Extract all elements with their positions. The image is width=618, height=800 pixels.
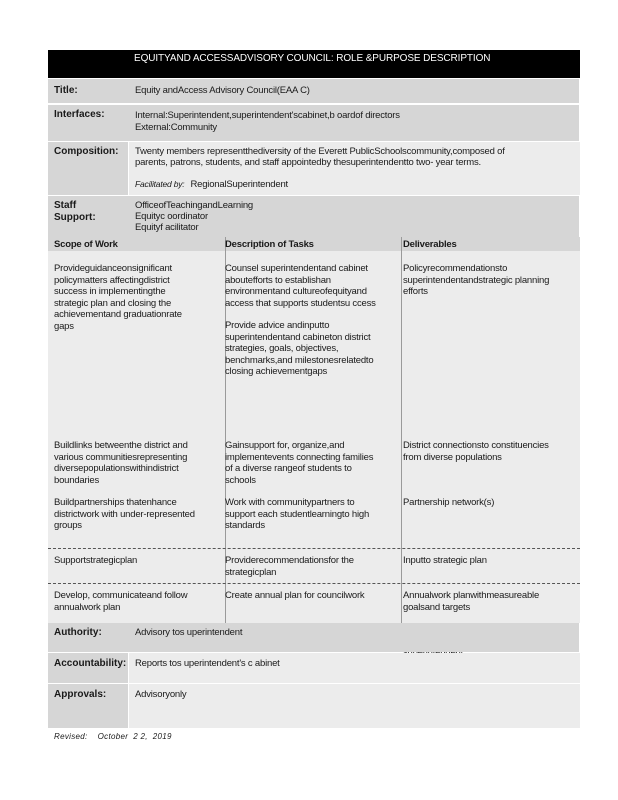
revised-date: Revised: October 2 2, 2019 bbox=[54, 732, 172, 741]
staff-support-label-1: Staff bbox=[54, 200, 77, 211]
s2-task: Gainsupport for, organize,and implementevents connecting families of a diverse rangeof students to schools bbox=[225, 440, 374, 486]
staff-support-line2: Equityc oordinator bbox=[135, 211, 208, 222]
s4-deliverable: Inputto strategic plan bbox=[403, 555, 487, 566]
facilitated-value: RegionalSuperintendent bbox=[190, 179, 288, 190]
s5-task: Create annual plan for councilwork bbox=[225, 590, 365, 601]
composition-label: Composition: bbox=[54, 146, 119, 157]
authority-label: Authority: bbox=[54, 627, 102, 638]
composition-line2: parents, patrons, students, and staff appointedby thesuperintendentto two- year terms. bbox=[135, 157, 481, 168]
header-description: Description of Tasks bbox=[225, 239, 314, 250]
staff-support-row bbox=[48, 196, 580, 237]
header-scope: Scope of Work bbox=[54, 239, 118, 250]
staff-support-line3: Equityf acilitator bbox=[135, 222, 199, 233]
title-label: Title: bbox=[54, 85, 78, 96]
interfaces-external: External:Community bbox=[135, 122, 217, 133]
header-title: EQUITYAND ACCESSADVISORY COUNCIL: ROLE &PURPOSE DESCRIPTION bbox=[134, 53, 491, 64]
separator-1 bbox=[48, 548, 580, 549]
s3-deliverable: Partnership network(s) bbox=[403, 497, 495, 508]
header-band bbox=[48, 50, 580, 78]
staff-support-label-2: Support: bbox=[54, 212, 96, 223]
facilitated-by bbox=[135, 179, 288, 191]
interfaces-row bbox=[48, 105, 580, 141]
s2-scope: Buildlinks betweenthe district and various communitiesrepresenting diversepopulationswithindistrict boundaries bbox=[54, 440, 188, 486]
separator-2 bbox=[48, 583, 580, 584]
interfaces-internal: Internal:Superintendent,superintendent'scabinet,b oardof directors bbox=[135, 110, 400, 121]
s5-scope: Develop, communicateand follow annualwork plan bbox=[54, 590, 188, 613]
title-value: Equity andAccess Advisory Council(EAA C) bbox=[135, 85, 310, 96]
accountability-label: Accountability: bbox=[54, 658, 127, 669]
authority-value: Advisory tos uperintendent bbox=[135, 627, 243, 638]
approvals-label: Approvals: bbox=[54, 689, 107, 700]
s4-scope: Supportstrategicplan bbox=[54, 555, 138, 566]
accountability-row bbox=[48, 653, 580, 683]
s5-deliverable-a: Annualwork planwithmeasureable goalsand targets bbox=[403, 590, 540, 613]
title-row bbox=[48, 79, 580, 103]
s3-task: Work with communitypartners to support each studentlearningto high standards bbox=[225, 497, 370, 531]
s1-scope: Provideguidanceonsignificant policymatters affectingdistrict success in implementingthe strategic plan and closing the achievementand graduationrate gaps bbox=[54, 263, 182, 332]
composition-line1: Twenty members representthediversity of the Everett PublicSchoolscommunity,composed of bbox=[135, 146, 505, 157]
s1-deliverable: Policyrecommendationsto superintendentandstrategic planning efforts bbox=[403, 263, 550, 297]
approvals-row bbox=[48, 684, 580, 728]
scope-table bbox=[48, 237, 580, 623]
facilitated-prefix: Facilitated by: bbox=[135, 179, 185, 189]
accountability-value: Reports tos uperintendent's c abinet bbox=[135, 658, 280, 669]
s1-task-a: Counsel superintendentand cabinet aboutefforts to establishan environmentand cultureofequityand access that supports studentsu ccess bbox=[225, 263, 376, 309]
s1-task-b: Provide advice andinputto superintendentand cabineton district strategies, goals, objectives, benchmarks,and milestonesrelatedto closing achievementgaps bbox=[225, 320, 374, 377]
composition-row bbox=[48, 142, 580, 195]
approvals-value: Advisoryonly bbox=[135, 689, 187, 700]
header-deliverables: Deliverables bbox=[403, 239, 457, 250]
s3-scope: Buildpartnerships thatenhance districtwork with under-represented groups bbox=[54, 497, 195, 531]
s2-deliverable: District connectionsto constituencies from diverse populations bbox=[403, 440, 549, 463]
interfaces-label: Interfaces: bbox=[54, 109, 105, 120]
authority-row bbox=[48, 623, 580, 652]
staff-support-line1: OfficeofTeachingandLearning bbox=[135, 200, 254, 211]
s4-task: Providerecommendationsfor the strategicplan bbox=[225, 555, 354, 578]
